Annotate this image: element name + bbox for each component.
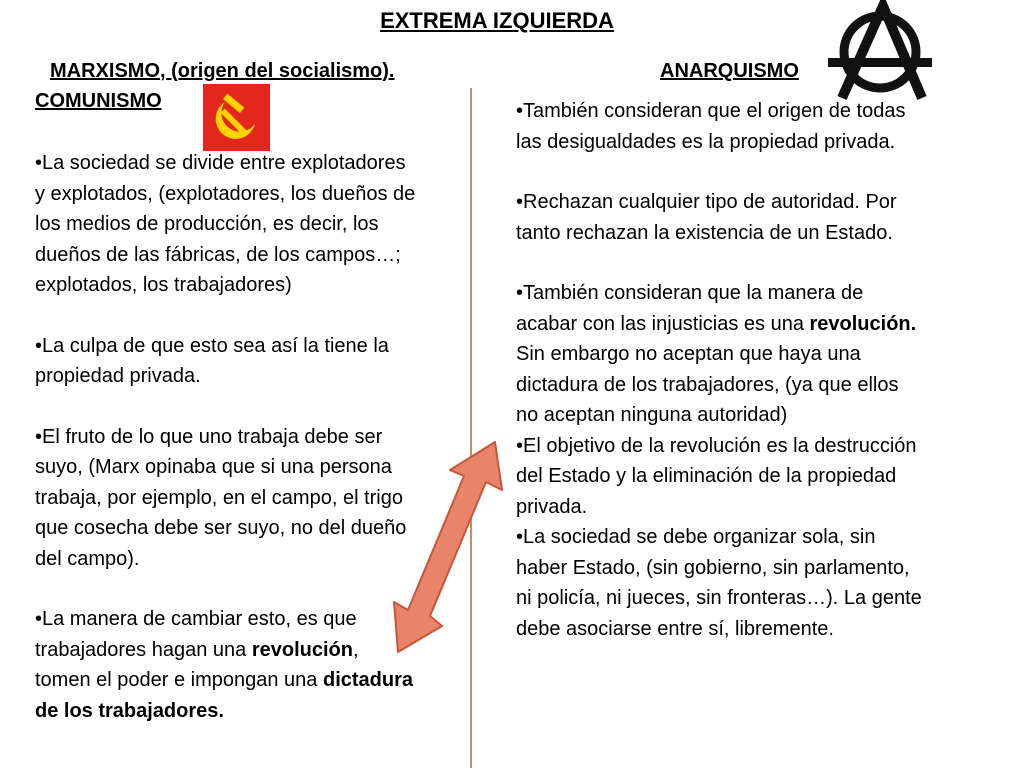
slide-title: EXTREMA IZQUIERDA bbox=[380, 8, 614, 33]
column-divider bbox=[470, 88, 472, 768]
comunismo-heading: COMUNISMO bbox=[35, 90, 162, 112]
anarquismo-column bbox=[516, 96, 996, 644]
right-bullet-4: •El objetivo de la revolución es la destrucción del Estado y la eliminación de la propiedad privada. bbox=[516, 434, 917, 518]
left-bullet-2: •La culpa de que esto sea así la tiene la propiedad privada. bbox=[35, 334, 389, 387]
left-bullet-1: •La sociedad se divide entre explotadores y explotados, (explotadores, los dueños de los medios de producción, es decir, los dueños de las fábricas, de los campos…; explotados, los trabajadores) bbox=[35, 152, 416, 296]
hammer-sickle-icon bbox=[203, 84, 270, 151]
left-bullet-3: •El fruto de lo que uno trabaja debe ser suyo, (Marx opinaba que si una persona trabaja, por ejemplo, en el campo, el trigo que cosecha debe ser suyo, no del dueño del campo). bbox=[35, 425, 407, 570]
anarchy-icon bbox=[828, 0, 932, 104]
right-bullet-2: •Rechazan cualquier tipo de autoridad. Por tanto rechazan la existencia de un Estado. bbox=[516, 191, 897, 244]
left-bullet-4: •La manera de cambiar esto, es que trabajadores hagan una revolución, tomen el poder e impongan una dictadura de los trabajadores. bbox=[35, 608, 414, 722]
anarquismo-heading: ANARQUISMO bbox=[660, 60, 799, 82]
double-arrow bbox=[390, 430, 510, 660]
right-bullet-3: •También consideran que la manera de acabar con las injusticias es una revolución. Sin embargo no aceptan que haya una dictadura de los trabajadores, (ya que ellos no aceptan ninguna autoridad) bbox=[516, 282, 917, 426]
right-bullet-1: •También consideran que el origen de todas las desigualdades es la propiedad privada. bbox=[516, 100, 906, 153]
marxismo-heading: MARXISMO, (origen del socialismo). bbox=[50, 60, 395, 82]
right-bullet-5: •La sociedad se debe organizar sola, sin haber Estado, (sin gobierno, sin parlamento, ni policía, ni jueces, sin fronteras…). La gente debe asociarse entre sí, libremente. bbox=[516, 526, 922, 640]
